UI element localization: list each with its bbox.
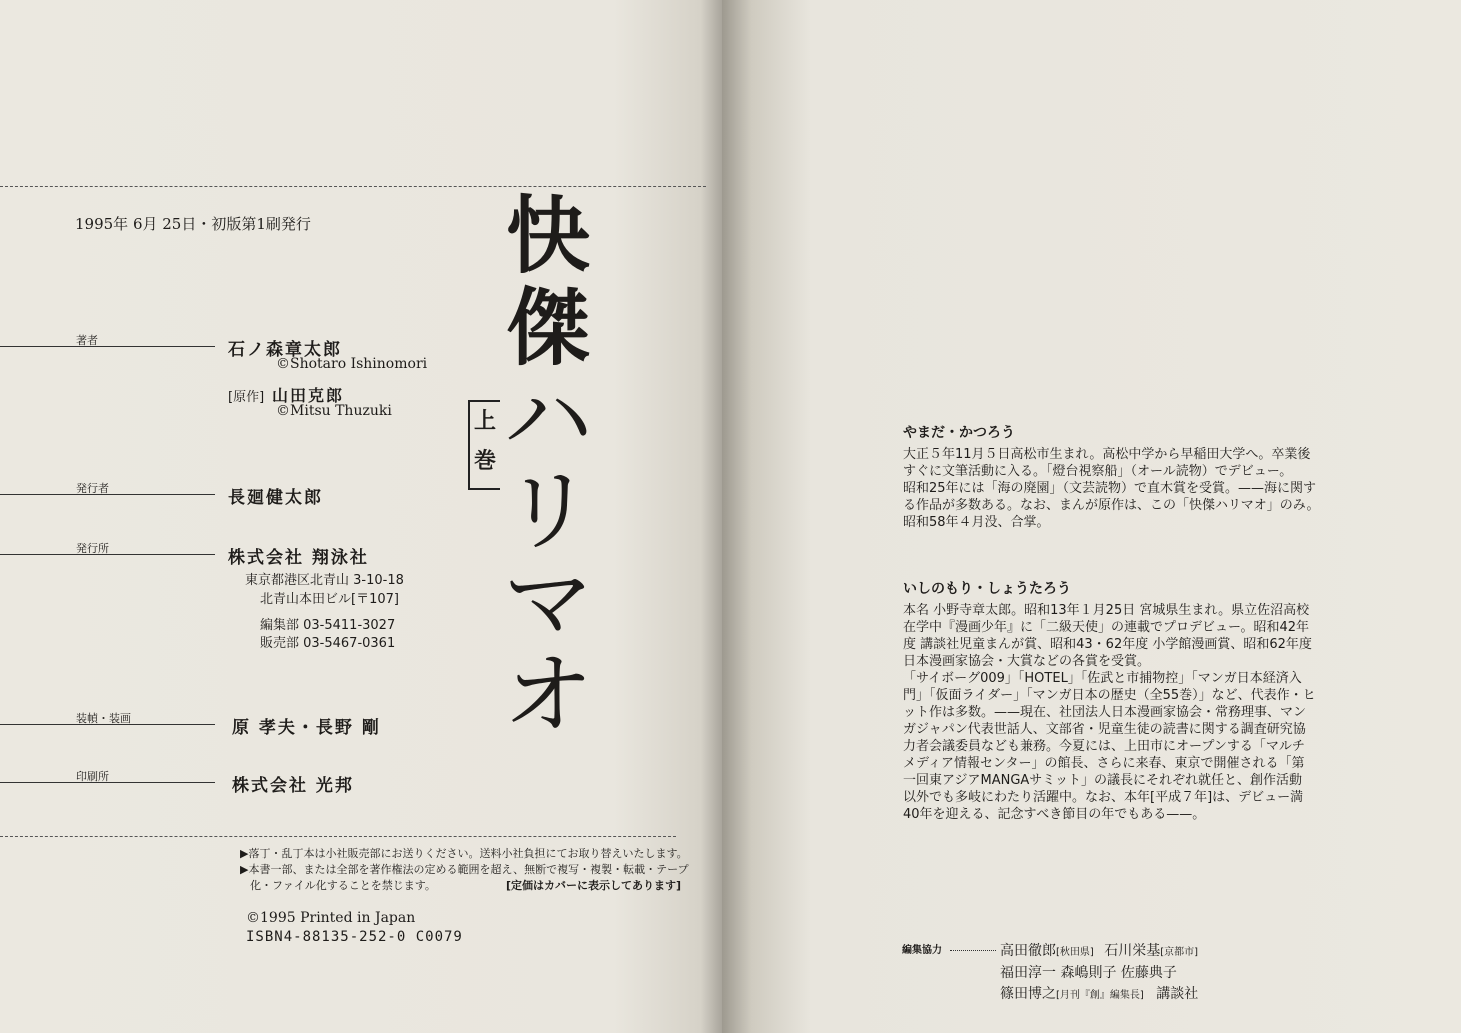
bio-line: 以外でも多岐にわたり活躍中。なお、本年[平成７年]は、デビュー満	[903, 790, 1304, 805]
phone-editorial: 編集部 03-5411-3027	[260, 618, 396, 633]
credit-name: 篠田博之	[1000, 986, 1056, 1002]
bio-line: 「サイボーグ009」「HOTEL」「佐武と市捕物控」「マンガ日本経済入	[903, 671, 1302, 686]
phone-sales: 販売部 03-5467-0361	[260, 636, 396, 651]
publication-date: 1995年 6月 25日・初版第1刷発行	[75, 215, 311, 233]
original-author-name: 山田克郎	[272, 386, 345, 405]
price-note: [定価はカバーに表示してあります]	[506, 879, 682, 892]
credit-name: 石川栄基	[1104, 943, 1161, 959]
volume-badge	[468, 400, 500, 490]
bio-line: ット作は多数。——現在、社団法人日本漫画家協会・常務理事、マン	[903, 705, 1307, 720]
office-name: 株式会社 翔泳社	[228, 548, 369, 568]
editorial-row-2: 福田淳一 森嶋則子 佐藤典子	[1000, 965, 1177, 981]
editorial-label: 編集協力	[902, 945, 942, 956]
office-label: 発行所	[76, 542, 109, 555]
bottom-divider	[0, 836, 676, 837]
author-rule	[0, 346, 215, 347]
bio-line: 大正５年11月５日高松市生まれ。高松中学から早稲田大学へ。卒業後	[903, 447, 1311, 462]
publisher-label: 発行者	[76, 482, 109, 495]
bio-heading-ishinomori: いしのもり・しょうたろう	[903, 581, 1071, 597]
show-through-texture	[892, 80, 913, 410]
editorial-row-1	[1000, 940, 1198, 960]
note-line-2: ▶本書一部、または全部を著作権法の定める範囲を超え、無断で複写・複製・転載・テープ	[240, 863, 689, 876]
office-address-2: 北青山本田ビル[〒107]	[260, 592, 399, 607]
editorial-leader	[950, 950, 996, 951]
bio-line: 在学中『漫画少年』に「二級天使」の連載でプロデビュー。昭和42年	[903, 620, 1310, 635]
publisher-rule	[0, 494, 215, 495]
printer-name: 株式会社 光邦	[232, 776, 354, 796]
credit-tag: [京都市]	[1160, 947, 1199, 958]
printer-rule	[0, 782, 215, 783]
original-copyright: ©Mitsu Thuzuki	[276, 403, 392, 419]
title-char: リ	[503, 459, 593, 564]
printer-label: 印刷所	[76, 770, 109, 783]
top-divider	[0, 186, 706, 187]
office-rule	[0, 554, 215, 555]
bio-line: 昭和58年４月没、合掌。	[903, 515, 1050, 530]
title-char: マ	[503, 551, 593, 656]
credit-tag: [月刊『創』編集長]	[1056, 990, 1144, 1001]
title-char: 傑	[505, 279, 590, 377]
bio-line: ガジャパン代表世話人、文部省・児童生徒の読書に関する調査研究協	[903, 722, 1306, 737]
note-line-1: ▶落丁・乱丁本は小社販売部にお送りください。送料小社負担にてお取り替えいたします。	[240, 847, 688, 860]
biography-page	[722, 0, 1461, 1033]
author-copyright: ©Shotaro Ishinomori	[276, 356, 428, 372]
bio-line: 日本漫画家協会・大賞などの各賞を受賞。	[903, 654, 1151, 669]
office-address-1: 東京都港区北青山 3-10-18	[245, 573, 404, 588]
author-name: 石ノ森章太郎	[228, 340, 342, 360]
publisher-name: 長廻健太郎	[228, 488, 323, 508]
title-char: ハ	[503, 367, 593, 472]
title-char: オ	[503, 643, 593, 748]
original-label: [原作]	[228, 390, 265, 405]
design-rule	[0, 724, 215, 725]
book-title	[498, 187, 598, 748]
volume-char: 上	[473, 409, 496, 434]
editorial-row-3	[1000, 983, 1198, 1003]
bio-line: 昭和25年には「海の廃園」（文芸読物）で直木賞を受賞。——海に関す	[903, 481, 1317, 496]
bio-line: 本名 小野寺章太郎。昭和13年１月25日 宮城県生まれ。県立佐沼高校	[903, 603, 1310, 618]
credit-org: 講談社	[1156, 986, 1199, 1002]
volume-char: 巻	[473, 449, 496, 474]
bio-text-ishinomori	[903, 602, 1316, 823]
colophon-page	[0, 0, 722, 1033]
credit-name: 高田徹郎	[1000, 943, 1056, 959]
credit-tag: [秋田県]	[1056, 947, 1094, 958]
bio-line: すぐに文筆活動に入る。「燈台視察船」（オール読物）でデビュー。	[903, 464, 1293, 479]
design-names: 原 孝夫・長野 剛	[232, 718, 381, 738]
bio-line: メディア情報センター」の館長、さらに来春、東京で開催される「第	[903, 756, 1305, 771]
bio-line: 一回東アジアMANGAサミット」の議長にそれぞれ就任と、創作活動	[903, 773, 1303, 788]
author-label: 著者	[76, 334, 98, 347]
bio-line: 門」「仮面ライダー」「マンガ日本の歴史（全55巻）」など、代表作・ヒ	[903, 688, 1316, 703]
title-char: 快	[505, 187, 590, 285]
bio-text-yamada	[903, 446, 1320, 531]
bio-line: 40年を迎える、記念すべき節目の年でもある——。	[903, 807, 1206, 822]
bio-heading-yamada: やまだ・かつろう	[903, 425, 1015, 441]
bio-line: る作品が多数ある。なお、まんが原作は、この「快傑ハリマオ」のみ。	[903, 498, 1320, 513]
bio-line: 力者会議委員なども兼務。今夏には、上田市にオープンする「マルチ	[903, 739, 1305, 754]
bio-line: 度 講談社児童まんが賞、昭和43・62年度 小学館漫画賞、昭和62年度	[903, 637, 1312, 652]
isbn: ISBN4-88135-252-0 C0079	[246, 929, 463, 945]
note-line-3: 化・ファイル化することを禁じます。	[250, 879, 436, 892]
design-label: 装幀・装画	[76, 712, 131, 725]
printed-in-japan: ©1995 Printed in Japan	[246, 910, 416, 926]
